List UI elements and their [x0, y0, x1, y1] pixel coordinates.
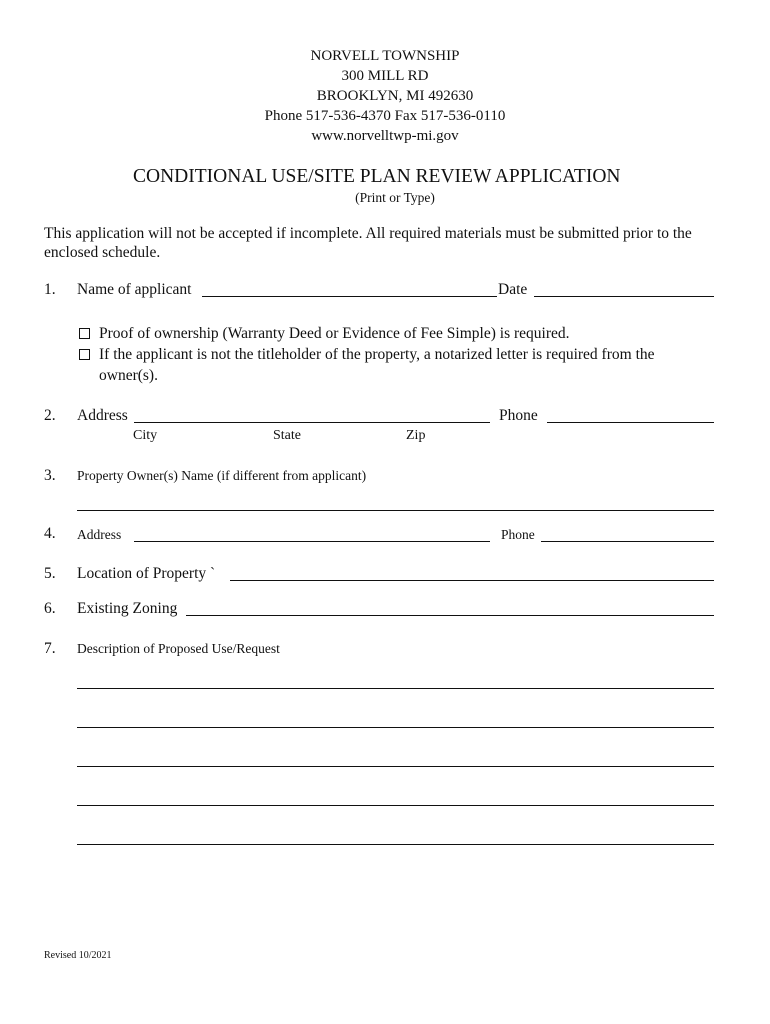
township-website: www.norvelltwp-mi.gov [311, 128, 459, 144]
owner-phone-label: Phone [501, 527, 535, 542]
owner-address-field[interactable] [134, 541, 490, 542]
address-field[interactable] [134, 422, 490, 423]
description-line[interactable] [77, 727, 714, 728]
zoning-field[interactable] [186, 615, 714, 616]
description-line[interactable] [77, 766, 714, 767]
notarized-letter-text-1: If the applicant is not the titleholder of the property, a notarized letter is required from the [99, 346, 655, 363]
township-name: NORVELL TOWNSHIP [310, 48, 460, 64]
description-label: Description of Proposed Use/Request [77, 641, 280, 656]
form-title: CONDITIONAL USE/SITE PLAN REVIEW APPLICATION [133, 166, 621, 187]
owner-phone-field[interactable] [541, 541, 714, 542]
township-street: 300 MILL RD [341, 68, 429, 84]
intro-line-1: This application will not be accepted if incomplete. All required materials must be submitted prior to the [44, 225, 692, 242]
owner-address-label: Address [77, 527, 122, 542]
notarized-letter-checkbox[interactable] [79, 349, 90, 360]
address-label: Address [77, 407, 128, 424]
applicant-name-label: Name of applicant [77, 281, 192, 298]
item-number-5: 5. [44, 565, 56, 582]
item-number-1: 1. [44, 281, 56, 298]
date-label: Date [498, 281, 528, 298]
date-field[interactable] [534, 296, 714, 297]
phone-label: Phone [499, 407, 538, 424]
zoning-label: Existing Zoning [77, 600, 178, 617]
city-sublabel: City [133, 428, 158, 443]
item-number-4: 4. [44, 525, 56, 542]
revised-date: Revised 10/2021 [44, 950, 112, 961]
township-city: BROOKLYN, MI 492630 [316, 88, 474, 104]
property-owner-label: Property Owner(s) Name (if different from applicant) [77, 468, 367, 483]
township-phone-fax: Phone 517-536-4370 Fax 517-536-0110 [264, 108, 506, 124]
phone-field[interactable] [547, 422, 714, 423]
property-owner-field[interactable] [77, 510, 714, 511]
item-number-7: 7. [44, 640, 56, 657]
notarized-letter-text-2: owner(s). [99, 367, 158, 384]
ownership-proof-checkbox[interactable] [79, 328, 90, 339]
item-number-6: 6. [44, 600, 56, 617]
item-number-3: 3. [44, 467, 56, 484]
ownership-proof-text: Proof of ownership (Warranty Deed or Evidence of Fee Simple) is required. [99, 325, 570, 342]
description-line[interactable] [77, 844, 714, 845]
zip-sublabel: Zip [406, 428, 426, 443]
description-line[interactable] [77, 805, 714, 806]
form-subtitle: (Print or Type) [355, 190, 435, 205]
location-label: Location of Property ` [77, 565, 216, 582]
location-field[interactable] [230, 580, 714, 581]
state-sublabel: State [273, 428, 301, 443]
description-line[interactable] [77, 688, 714, 689]
applicant-name-field[interactable] [202, 296, 497, 297]
intro-line-2: enclosed schedule. [44, 244, 161, 261]
item-number-2: 2. [44, 407, 56, 424]
